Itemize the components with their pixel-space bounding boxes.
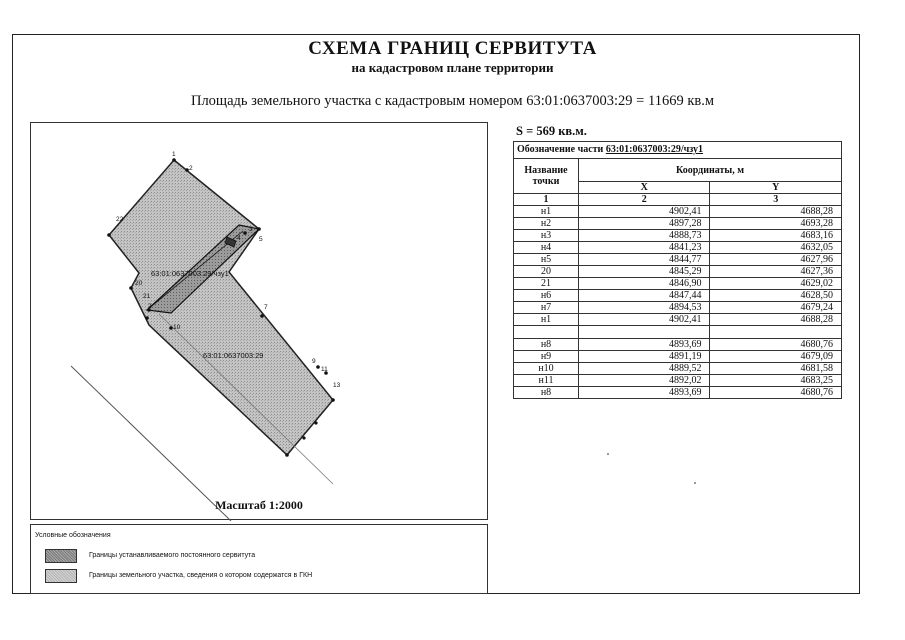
servitude-area: S = 569 кв.м. (516, 124, 587, 138)
cell-x (579, 326, 710, 339)
scan-speck (607, 453, 609, 455)
cell-x: 4897,28 (579, 218, 710, 230)
table-row (514, 230, 842, 242)
parcel-cadastral-label: 63:01:0637003:29 (203, 351, 264, 360)
table-row (514, 302, 842, 314)
cell-y: 4693,28 (710, 218, 842, 230)
cell-y: 4629,02 (710, 278, 842, 290)
point-label-7: 7 (264, 304, 268, 311)
page-title: СХЕМА ГРАНИЦ СЕРВИТУТА (308, 38, 597, 59)
col-index-2: 2 (579, 194, 710, 206)
cell-x: 4892,02 (579, 375, 710, 387)
cell-y: 4627,36 (710, 266, 842, 278)
cell-y: 4679,24 (710, 302, 842, 314)
cell-point: н1 (514, 206, 579, 218)
cell-y: 4680,76 (710, 339, 842, 351)
point-label-13: 13 (333, 382, 341, 389)
cell-x: 4844,77 (579, 254, 710, 266)
cell-point: 21 (514, 278, 579, 290)
cadastral-plan (30, 122, 488, 520)
table-row (514, 206, 842, 218)
legend-title: Условные обозначения (35, 532, 111, 539)
part-designation (514, 142, 842, 159)
cell-x: 4893,69 (579, 339, 710, 351)
cell-point: н8 (514, 387, 579, 399)
point-label-20: 20 (135, 280, 143, 287)
col-index-1: 1 (514, 194, 579, 206)
cell-point: н3 (514, 230, 579, 242)
table-row (514, 339, 842, 351)
cell-y: 4680,76 (710, 387, 842, 399)
table-row (514, 290, 842, 302)
col-y: Y (710, 182, 842, 194)
cell-x: 4841,23 (579, 242, 710, 254)
cell-x: 4847,44 (579, 290, 710, 302)
cell-point: н8 (514, 339, 579, 351)
col-coordinates: Координаты, м (579, 159, 842, 182)
cell-point: н7 (514, 302, 579, 314)
point-label-22: 22 (116, 216, 124, 223)
table-row (514, 363, 842, 375)
legend (30, 524, 488, 594)
cell-x: 4894,53 (579, 302, 710, 314)
cell-y: 4683,16 (710, 230, 842, 242)
table-row (514, 278, 842, 290)
page-subtitle: на кадастровом плане территории (351, 60, 554, 75)
legend-swatch-servitude (45, 549, 77, 563)
cell-x: 4888,73 (579, 230, 710, 242)
table-row (514, 326, 842, 339)
cell-y: 4632,05 (710, 242, 842, 254)
table-row (514, 314, 842, 326)
table-row (514, 266, 842, 278)
parcel-polygon (109, 160, 333, 455)
point-label-2b: 2 (148, 303, 152, 310)
cell-point (514, 326, 579, 339)
legend-label-servitude: Границы устанавливаемого постоянного сервитута (89, 552, 256, 559)
table-row (514, 254, 842, 266)
cell-point: н2 (514, 218, 579, 230)
point-label-3: 3 (249, 226, 253, 233)
legend-label-parcel: Границы земельного участка, сведения о котором содержатся в ГКН (89, 572, 313, 579)
cell-point: н10 (514, 363, 579, 375)
cell-point: н1 (514, 314, 579, 326)
cell-point: н9 (514, 351, 579, 363)
cell-point: н5 (514, 254, 579, 266)
point-label-11: 11 (321, 366, 328, 373)
cell-y: 4628,50 (710, 290, 842, 302)
cell-x: 4902,41 (579, 206, 710, 218)
point-label-10: 10 (173, 324, 181, 331)
cell-point: н6 (514, 290, 579, 302)
cell-x: 4846,90 (579, 278, 710, 290)
legend-swatch-parcel (45, 569, 77, 583)
cell-y: 4688,28 (710, 314, 842, 326)
coordinate-rows (514, 206, 842, 399)
cell-y (710, 326, 842, 339)
cell-y: 4679,09 (710, 351, 842, 363)
parcel-area-line: Площадь земельного участка с кадастровым номером 63:01:0637003:29 = 11669 кв.м (190, 93, 715, 109)
cell-y: 4627,96 (710, 254, 842, 266)
cell-x: 4902,41 (579, 314, 710, 326)
col-index-3: 3 (710, 194, 842, 206)
cell-y: 4683,25 (710, 375, 842, 387)
cell-point: н11 (514, 375, 579, 387)
servitude-cadastral-label: 63:01:0637003:29/чзу1 (151, 269, 229, 278)
col-point-name: Название точки (514, 159, 579, 194)
col-x: X (579, 182, 710, 194)
cell-x: 4845,29 (579, 266, 710, 278)
cell-x: 4893,69 (579, 387, 710, 399)
cell-y: 4688,28 (710, 206, 842, 218)
part-prefix: Обозначение части (517, 144, 606, 155)
table-row (514, 242, 842, 254)
map-scale: Масштаб 1:2000 (215, 498, 303, 512)
point-label-1: 1 (172, 151, 176, 158)
cell-x: 4889,52 (579, 363, 710, 375)
point-label-9: 9 (312, 358, 316, 365)
point-label-4: 4 (237, 235, 241, 242)
table-row (514, 387, 842, 399)
cell-point: 20 (514, 266, 579, 278)
point-label-21: 21 (143, 293, 151, 300)
scan-speck (694, 482, 696, 484)
part-number: 63:01:0637003:29/чзу1 (605, 144, 704, 155)
cell-y: 4681,58 (710, 363, 842, 375)
table-row (514, 375, 842, 387)
table-row (514, 351, 842, 363)
table-row (514, 218, 842, 230)
cell-point: н4 (514, 242, 579, 254)
coordinates-table (513, 141, 842, 399)
plan-drawing (31, 123, 489, 521)
point-label-2: 2 (189, 165, 193, 172)
point-label-5: 5 (259, 236, 263, 243)
cell-x: 4891,19 (579, 351, 710, 363)
